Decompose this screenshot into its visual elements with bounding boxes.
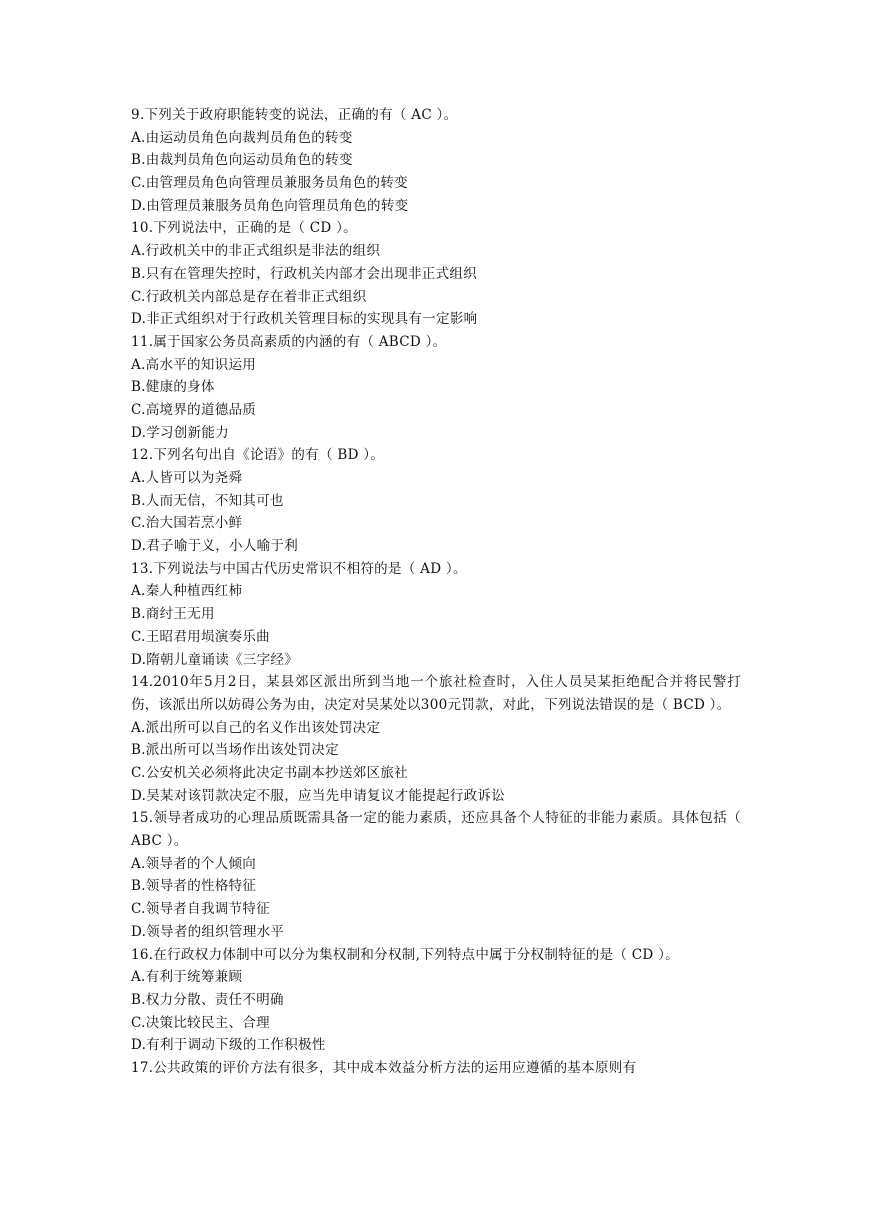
option-b: B.由裁判员角色向运动员角色的转变: [131, 152, 353, 169]
option-a: A.有利于统筹兼顾: [131, 969, 243, 986]
option-c: C.由管理员角色向管理员兼服务员角色的转变: [131, 175, 408, 192]
option-c: C.行政机关内部总是存在着非正式组织: [131, 288, 367, 305]
option-b: B.权力分散、责任不明确: [131, 991, 284, 1008]
option-d: D.非正式组织对于行政机关管理目标的实现具有一定影响: [131, 311, 478, 328]
option-a: A.人皆可以为尧舜: [131, 470, 243, 486]
option-d: D.学习创新能力: [131, 424, 230, 441]
option-a: A.高水平的知识运用: [131, 356, 257, 373]
option-b: B.健康的身体: [131, 379, 215, 396]
question-stem: 10.下列说法中，正确的是（ CD ）。: [131, 220, 357, 237]
option-a: A.秦人种植西红柿: [131, 583, 243, 600]
question-stem: 13.下列说法与中国古代历史常识不相符的是（ AD ）。: [131, 560, 467, 577]
option-c: C.公安机关必须将此决定书副本抄送郊区旅社: [131, 764, 408, 781]
option-d: D.领导者的组织管理水平: [131, 923, 285, 940]
question-stem: 11.属于国家公务员高素质的内涵的有（ ABCD ）。: [131, 333, 447, 350]
option-a: A.领导者的个人倾向: [131, 855, 257, 872]
option-b: B.只有在管理失控时，行政机关内部才会出现非正式组织: [131, 265, 478, 282]
question-stem: 15.领导者成功的心理品质既需具备一定的能力素质，还应具备个人特征的非能力素质。具体包括（ ABC ）。: [131, 810, 741, 850]
option-c: C.高境界的道德品质: [131, 401, 257, 418]
option-a: A.由运动员角色向裁判员角色的转变: [131, 129, 353, 146]
option-d: D.君子喻于义，小人喻于利: [131, 538, 299, 555]
question-list: [131, 104, 741, 1080]
option-b: B.人而无信，不知其可也: [131, 492, 284, 509]
option-b: B.商纣王无用: [131, 606, 215, 623]
question-stem: 9.下列关于政府职能转变的说法，正确的有（ AC ）。: [131, 107, 458, 123]
question-stem: 16.在行政权力体制中可以分为集权制和分权制,下列特点中属于分权制特征的是（ CD ）。: [131, 946, 679, 963]
option-d: D.有利于调动下级的工作积极性: [131, 1037, 326, 1054]
option-a: A.行政机关中的非正式组织是非法的组织: [131, 243, 381, 260]
option-d: D.由管理员兼服务员角色向管理员角色的转变: [131, 197, 409, 214]
option-b: B.派出所可以当场作出该处罚决定: [131, 742, 340, 759]
option-a: A.派出所可以自己的名义作出该处罚决定: [131, 719, 381, 736]
question-stem: 14.2010年5月2日，某县郊区派出所到当地一个旅社检查时，入住人员吴某拒绝配合并将民警打伤，该派出所以妨碍公务为由，决定对吴某处以300元罚款，对此，下列说法错误的是（ BCD ）。: [131, 674, 741, 713]
question-stem: 12.下列名句出自《论语》的有（ BD ）。: [131, 447, 385, 464]
option-b: B.领导者的性格特征: [131, 878, 257, 895]
option-c: C.王昭君用埙演奏乐曲: [131, 628, 270, 645]
option-c: C.治大国若烹小鲜: [131, 515, 243, 532]
option-d: D.吴某对该罚款决定不服，应当先申请复议才能提起行政诉讼: [131, 787, 506, 804]
option-d: D.隋朝儿童诵读《三字经》: [131, 651, 299, 668]
option-c: C.领导者自我调节特征: [131, 901, 270, 918]
question-stem: 17.公共政策的评价方法有很多，其中成本效益分析方法的运用应遵循的基本原则有: [131, 1059, 637, 1076]
option-c: C.决策比较民主、合理: [131, 1014, 270, 1031]
